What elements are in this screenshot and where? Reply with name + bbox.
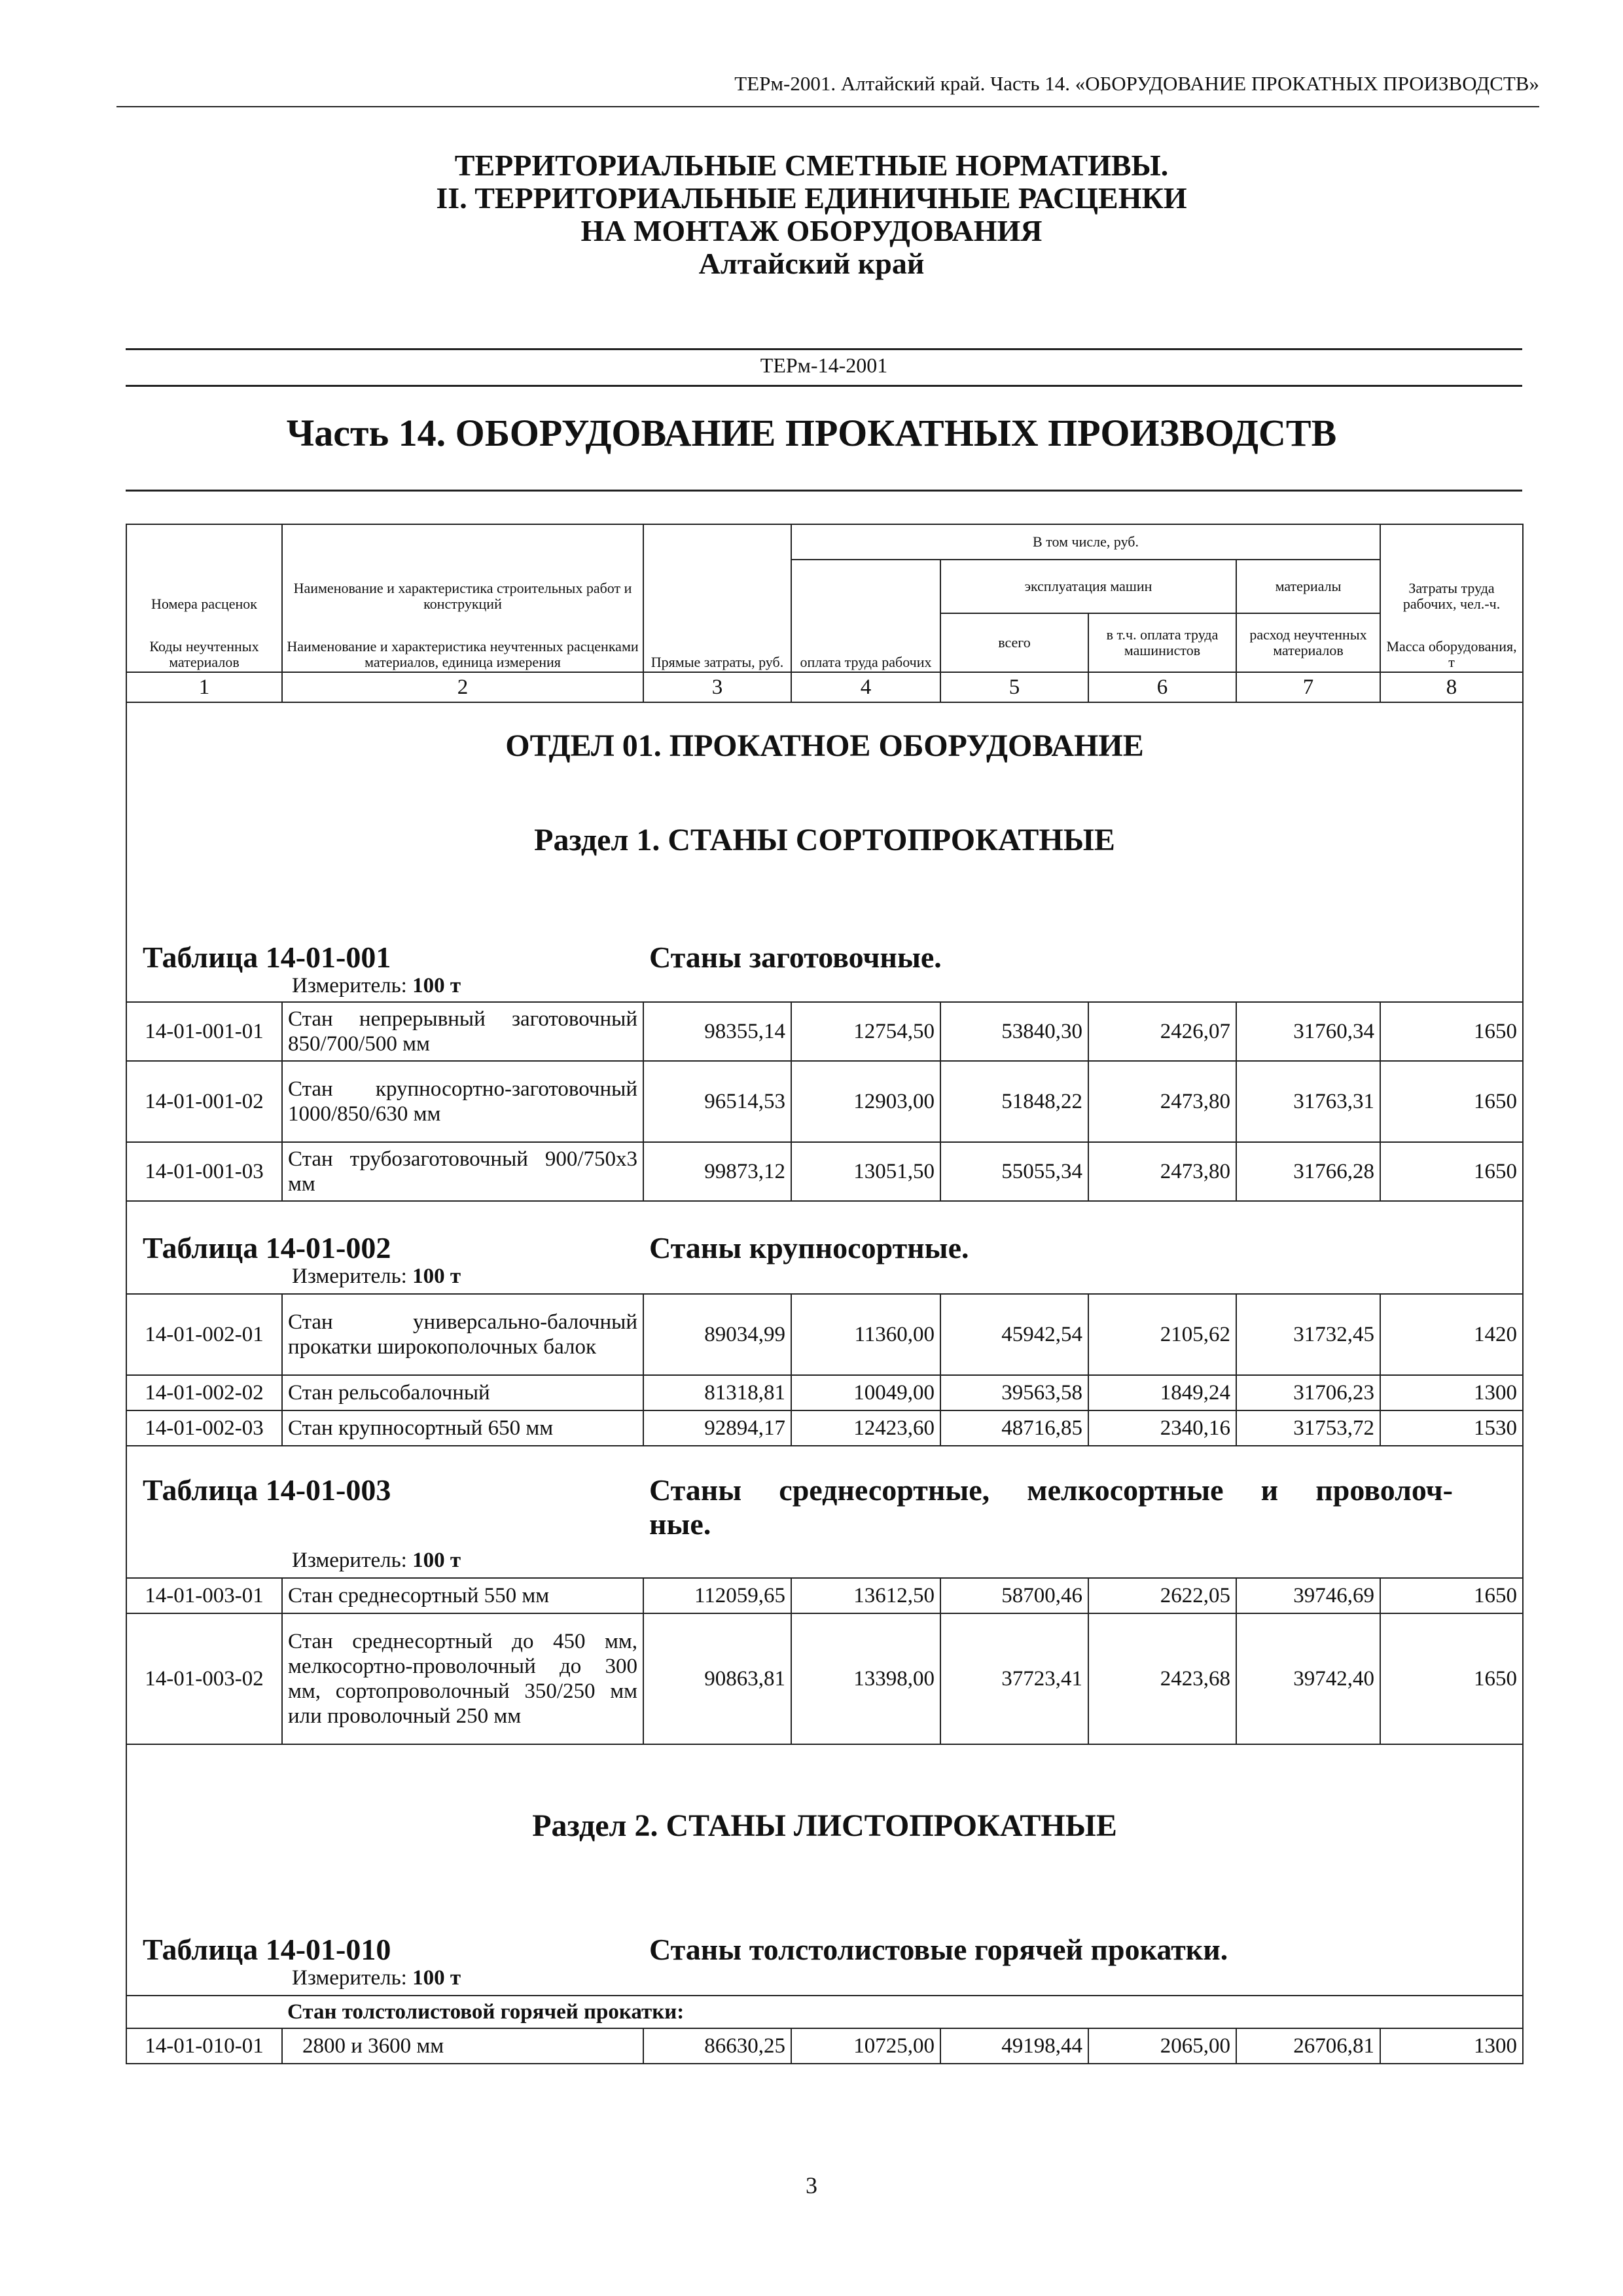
labor-pay: 12423,60 (791, 1410, 940, 1446)
rate-name: Стан крупносортный 650 мм (282, 1410, 643, 1446)
labor-cost: 1650 (1380, 1142, 1523, 1201)
machinists-pay: 2622,05 (1088, 1578, 1236, 1613)
title-line-3: НА МОНТАЖ ОБОРУДОВАНИЯ (580, 214, 1043, 247)
labor-pay: 13612,50 (791, 1578, 940, 1613)
table-subheading: Стан толстолистовой горячей прокатки: (282, 1996, 1523, 2028)
rate-code: 14-01-001-01 (126, 1002, 282, 1061)
hdr-unaccounted-names: Наименование и характеристика неучтенных расценками материалов, единица измерения (282, 613, 643, 672)
table-row (126, 1061, 1523, 1142)
machines-total: 45942,54 (940, 1294, 1088, 1375)
direct-costs: 99873,12 (643, 1142, 791, 1201)
col-number: 4 (791, 672, 940, 702)
table-name: Станы крупносортные. (649, 1231, 969, 1265)
measure-label: Измеритель: (292, 1549, 407, 1572)
measure-label: Измеритель: (292, 1966, 407, 1990)
direct-costs: 98355,14 (643, 1002, 791, 1061)
labor-cost: 1300 (1380, 2028, 1523, 2064)
part-title: Часть 14. ОБОРУДОВАНИЕ ПРОКАТНЫХ ПРОИЗВОДСТВ (286, 412, 1337, 454)
rate-code: 14-01-001-02 (126, 1061, 282, 1142)
measure-value: 100 т (412, 1265, 461, 1288)
table-title-block (126, 1446, 1523, 1578)
rate-name: Стан трубозаготовочный 900/750х3 мм (282, 1142, 643, 1201)
labor-pay: 13398,00 (791, 1613, 940, 1744)
labor-cost: 1420 (1380, 1294, 1523, 1375)
labor-cost: 1650 (1380, 1002, 1523, 1061)
table-id: Таблица 14-01-010 (143, 1933, 391, 1966)
direct-costs: 92894,17 (643, 1410, 791, 1446)
part-title-rule (126, 490, 1522, 492)
subheading-row (126, 1996, 1523, 2028)
section-title: Раздел 1. СТАНЫ СОРТОПРОКАТНЫЕ (534, 823, 1115, 857)
doc-code-rule-top (126, 348, 1522, 350)
hdr-machines-total: всего (940, 613, 1088, 672)
measure-label: Измеритель: (292, 1265, 407, 1288)
direct-costs: 81318,81 (643, 1375, 791, 1410)
machines-total: 37723,41 (940, 1613, 1088, 1744)
department-block (126, 702, 1523, 1002)
machines-total: 39563,58 (940, 1375, 1088, 1410)
measure-label: Измеритель: (292, 974, 407, 997)
table-name: Станы заготовочные. (649, 941, 942, 974)
table-title-block (126, 1201, 1523, 1294)
title-line-1: ТЕРРИТОРИАЛЬНЫЕ СМЕТНЫЕ НОРМАТИВЫ. (454, 149, 1169, 182)
table-row (126, 1294, 1523, 1375)
header-row-1 (126, 524, 1523, 560)
materials: 31760,34 (1236, 1002, 1380, 1061)
col-number: 1 (126, 672, 282, 702)
col-number: 5 (940, 672, 1088, 702)
rate-name: 2800 и 3600 мм (282, 2028, 643, 2064)
machines-total: 58700,46 (940, 1578, 1088, 1613)
machinists-pay: 2473,80 (1088, 1061, 1236, 1142)
rates-table (126, 524, 1524, 2064)
labor-pay: 12754,50 (791, 1002, 940, 1061)
labor-cost: 1650 (1380, 1578, 1523, 1613)
machines-total: 53840,30 (940, 1002, 1088, 1061)
machines-total: 49198,44 (940, 2028, 1088, 2064)
hdr-labor-cost: Затраты труда рабочих, чел.-ч. (1380, 524, 1523, 613)
machinists-pay: 2473,80 (1088, 1142, 1236, 1201)
document-title (0, 149, 1623, 280)
materials: 31753,72 (1236, 1410, 1380, 1446)
machinists-pay: 2340,16 (1088, 1410, 1236, 1446)
measure-value: 100 т (412, 1549, 461, 1572)
labor-pay: 11360,00 (791, 1294, 940, 1375)
col-number: 7 (1236, 672, 1380, 702)
rate-name: Стан универсально-балочный прокатки широкополочных балок (282, 1294, 643, 1375)
machinists-pay: 2105,62 (1088, 1294, 1236, 1375)
table-row (126, 1142, 1523, 1201)
materials: 31732,45 (1236, 1294, 1380, 1375)
rate-code: 14-01-002-02 (126, 1375, 282, 1410)
rate-name: Стан среднесортный до 450 мм, мелкосортно-проволочный до 300 мм, сортопроволочный 350/250 мм или проволочный 250 мм (282, 1613, 643, 1744)
materials: 31706,23 (1236, 1375, 1380, 1410)
table-row (126, 1410, 1523, 1446)
hdr-including: В том числе, руб. (791, 524, 1380, 560)
labor-pay: 13051,50 (791, 1142, 940, 1201)
labor-pay: 10725,00 (791, 2028, 940, 2064)
machines-total: 48716,85 (940, 1410, 1088, 1446)
measure-unit (292, 1966, 461, 1990)
table-name-line-1: Станы среднесортные, мелкосортные и проволоч- (649, 1473, 1453, 1507)
labor-pay: 12903,00 (791, 1061, 940, 1142)
labor-cost: 1530 (1380, 1410, 1523, 1446)
rate-name: Стан рельсобалочный (282, 1375, 643, 1410)
machinists-pay: 2065,00 (1088, 2028, 1236, 2064)
table-id: Таблица 14-01-003 (143, 1473, 391, 1507)
rate-code: 14-01-001-03 (126, 1142, 282, 1201)
rate-code: 14-01-010-01 (126, 2028, 282, 2064)
hdr-unaccounted-codes: Коды неучтенных материалов (126, 613, 282, 672)
running-header: ТЕРм-2001. Алтайский край. Часть 14. «ОБОРУДОВАНИЕ ПРОКАТНЫХ ПРОИЗВОДСТВ» (734, 72, 1539, 95)
department-title: ОТДЕЛ 01. ПРОКАТНОЕ ОБОРУДОВАНИЕ (505, 728, 1144, 763)
table-row (126, 1613, 1523, 1744)
rate-code: 14-01-002-01 (126, 1294, 282, 1375)
hdr-machines: эксплуатация машин (940, 560, 1236, 613)
measure-value: 100 т (412, 974, 461, 997)
labor-pay: 10049,00 (791, 1375, 940, 1410)
labor-cost: 1650 (1380, 1061, 1523, 1142)
page-number: 3 (806, 2172, 817, 2198)
materials: 39742,40 (1236, 1613, 1380, 1744)
table-id: Таблица 14-01-001 (143, 941, 391, 974)
materials: 31766,28 (1236, 1142, 1380, 1201)
col-number: 2 (282, 672, 643, 702)
direct-costs: 90863,81 (643, 1613, 791, 1744)
machinists-pay: 2426,07 (1088, 1002, 1236, 1061)
rate-name: Стан среднесортный 550 мм (282, 1578, 643, 1613)
hdr-labor-pay: оплата труда рабочих (791, 560, 940, 672)
hdr-unaccounted-materials: расход неучтенных материалов (1236, 613, 1380, 672)
column-numbers-row (126, 672, 1523, 702)
table-row (126, 2028, 1523, 2064)
hdr-work-name: Наименование и характеристика строительных работ и конструкций (282, 524, 643, 613)
machines-total: 55055,34 (940, 1142, 1088, 1201)
col-number: 6 (1088, 672, 1236, 702)
hdr-materials: материалы (1236, 560, 1380, 613)
materials: 31763,31 (1236, 1061, 1380, 1142)
direct-costs: 96514,53 (643, 1061, 791, 1142)
labor-cost: 1650 (1380, 1613, 1523, 1744)
section-block (126, 1744, 1523, 1996)
direct-costs: 89034,99 (643, 1294, 791, 1375)
rate-name: Стан непрерывный заготовочный 850/700/500 мм (282, 1002, 643, 1061)
rate-name: Стан крупносортно-заготовочный 1000/850/630 мм (282, 1061, 643, 1142)
measure-value: 100 т (412, 1966, 461, 1990)
table-row (126, 1002, 1523, 1061)
labor-cost: 1300 (1380, 1375, 1523, 1410)
table-row (126, 1375, 1523, 1410)
doc-code-rule-bottom (126, 385, 1522, 387)
materials: 26706,81 (1236, 2028, 1380, 2064)
measure-unit (292, 974, 461, 998)
measure-unit (292, 1549, 461, 1573)
table-id: Таблица 14-01-002 (143, 1231, 391, 1265)
hdr-machinists-pay: в т.ч. оплата труда машинистов (1088, 613, 1236, 672)
header-rule (116, 106, 1539, 107)
table-name-line-2: ные. (649, 1507, 711, 1541)
machinists-pay: 1849,24 (1088, 1375, 1236, 1410)
rate-code: 14-01-003-01 (126, 1578, 282, 1613)
hdr-direct-costs: Прямые затраты, руб. (643, 524, 791, 672)
section-title: Раздел 2. СТАНЫ ЛИСТОПРОКАТНЫЕ (532, 1808, 1117, 1843)
machinists-pay: 2423,68 (1088, 1613, 1236, 1744)
table-row (126, 1578, 1523, 1613)
table-name: Станы толстолистовые горячей прокатки. (649, 1933, 1228, 1966)
hdr-equipment-mass: Масса оборудования, т (1380, 613, 1523, 672)
rate-code: 14-01-002-03 (126, 1410, 282, 1446)
title-region: Алтайский край (698, 247, 925, 280)
col-number: 3 (643, 672, 791, 702)
doc-code: ТЕРм-14-2001 (760, 353, 888, 377)
machines-total: 51848,22 (940, 1061, 1088, 1142)
direct-costs: 86630,25 (643, 2028, 791, 2064)
measure-unit (292, 1265, 461, 1289)
hdr-rate-numbers: Номера расценок (126, 524, 282, 613)
title-line-2: II. ТЕРРИТОРИАЛЬНЫЕ ЕДИНИЧНЫЕ РАСЦЕНКИ (436, 181, 1187, 215)
materials: 39746,69 (1236, 1578, 1380, 1613)
col-number: 8 (1380, 672, 1523, 702)
rate-code: 14-01-003-02 (126, 1613, 282, 1744)
direct-costs: 112059,65 (643, 1578, 791, 1613)
